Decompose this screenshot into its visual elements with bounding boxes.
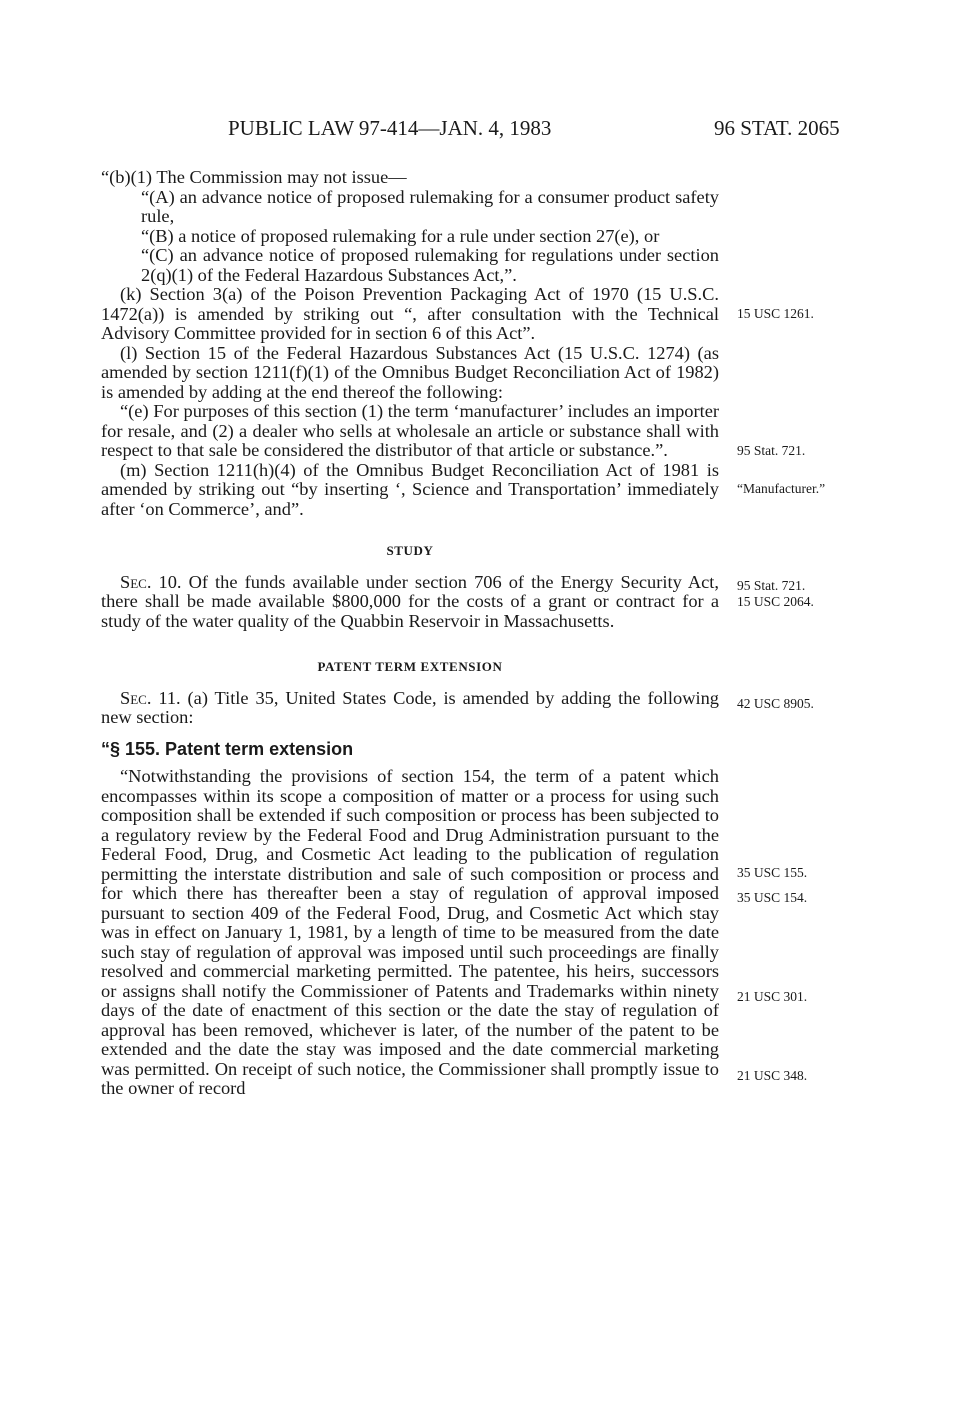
margin-note: 35 USC 155.	[737, 865, 808, 880]
statute-page: 96 STAT. 2065	[714, 116, 840, 140]
study-heading: STUDY	[386, 543, 434, 558]
section-155-text: “Notwithstanding the provisions of section 154, the term of a patent which encompasses within its scope a composition of matter or a process for using such composition shall be extended if such composition or process has been subjected to a regulatory review by the Federal Food and Drug Administration pursuant to the Federal Food, Drug, and Cosmetic Act leading to the publication of regulation permitting the interstate distribution and sale of such composition or process and for which there has thereafter been a stay of regulation of approval imposed pursuant to section 409 of the Federal Food, Drug, and Cosmetic Act which stay was in effect on January 1, 1981, by a length of time to be measured from the date such stay of regulation of approval was imposed until such proceedings are finally resolved and commercial marketing permitted. The patentee, his heirs, successors or assigns shall notify the Commissioner of Patents and Trademarks within ninety days of the date of enactment of this section or the date the stay of regulation of approval has been removed, whichever is later, of the number of the patent to be extended and the date the stay was imposed and the date commercial marketing was permitted. On receipt of such notice, the Commissioner shall promptly issue to the owner of record	[101, 766, 719, 1098]
margin-note: 15 USC 1261.	[737, 306, 814, 321]
paragraph-k: (k) Section 3(a) of the Poison Prevention Packaging Act of 1970 (15 U.S.C. 1472(a)) is amended by striking out “, after consultation with the Technical Advisory Committee provided for in section 6 of this Act”.	[101, 284, 719, 343]
margin-note: 21 USC 348.	[737, 1068, 808, 1083]
section-10-text: 10. Of the funds available under section 706 of the Energy Security Act, there shall be made available $800,000 for the costs of a grant or contract for a study of the water quality of the Quabbin Reservoir in Massachusetts.	[101, 571, 719, 631]
paragraph-A: “(A) an advance notice of proposed rulemaking for a consumer product safety rule,	[141, 186, 719, 226]
margin-note: 95 Stat. 721.	[737, 578, 806, 593]
page-header	[0, 116, 962, 146]
section-label: Sec.	[120, 687, 152, 708]
section-11	[101, 689, 719, 728]
margin-note: “Manufacturer.”	[737, 481, 826, 496]
document-body	[101, 168, 719, 1099]
margin-note: 15 USC 2064.	[737, 594, 814, 609]
margin-note: 95 Stat. 721.	[737, 443, 806, 458]
law-title: PUBLIC LAW 97-414—JAN. 4, 1983	[228, 116, 552, 140]
paragraph-B: “(B) a notice of proposed rulemaking for a rule under section 27(e), or	[141, 225, 660, 246]
section-11-text: 11. (a) Title 35, United States Code, is amended by adding the following new section:	[101, 687, 719, 727]
margin-note: 42 USC 8905.	[737, 696, 814, 711]
paragraph-l: (l) Section 15 of the Federal Hazardous Substances Act (15 U.S.C. 1274) (as amended by section 1211(f)(1) of the Omnibus Budget Reconciliation Act of 1982) is amended by adding at the end thereof the following:	[101, 342, 719, 402]
margin-note: 35 USC 154.	[737, 890, 808, 905]
section-10	[101, 573, 719, 632]
paragraph-e: “(e) For purposes of this section (1) the term ‘manufacturer’ includes an importer for resale, and (2) a dealer who sells at wholesale an article or substance shall with respect to that sale be considered the distributor of that article or substance.”.	[101, 401, 719, 460]
paragraph-C: “(C) an advance notice of proposed rulemaking for regulations under section 2(q)(1) of the Federal Hazardous Substances Act,”.	[141, 245, 719, 285]
section-155-title: “§ 155. Patent term extension	[101, 738, 354, 759]
paragraph-b1: “(b)(1) The Commission may not issue—	[101, 167, 407, 187]
paragraph-m: (m) Section 1211(h)(4) of the Omnibus Budget Reconciliation Act of 1981 is amended by striking out “by inserting ‘, Science and Transportation’ immediately after ‘on Commerce’, and”.	[101, 459, 719, 519]
section-label: Sec.	[120, 571, 152, 592]
patent-heading: PATENT TERM EXTENSION	[317, 659, 503, 674]
margin-note: 21 USC 301.	[737, 989, 808, 1004]
